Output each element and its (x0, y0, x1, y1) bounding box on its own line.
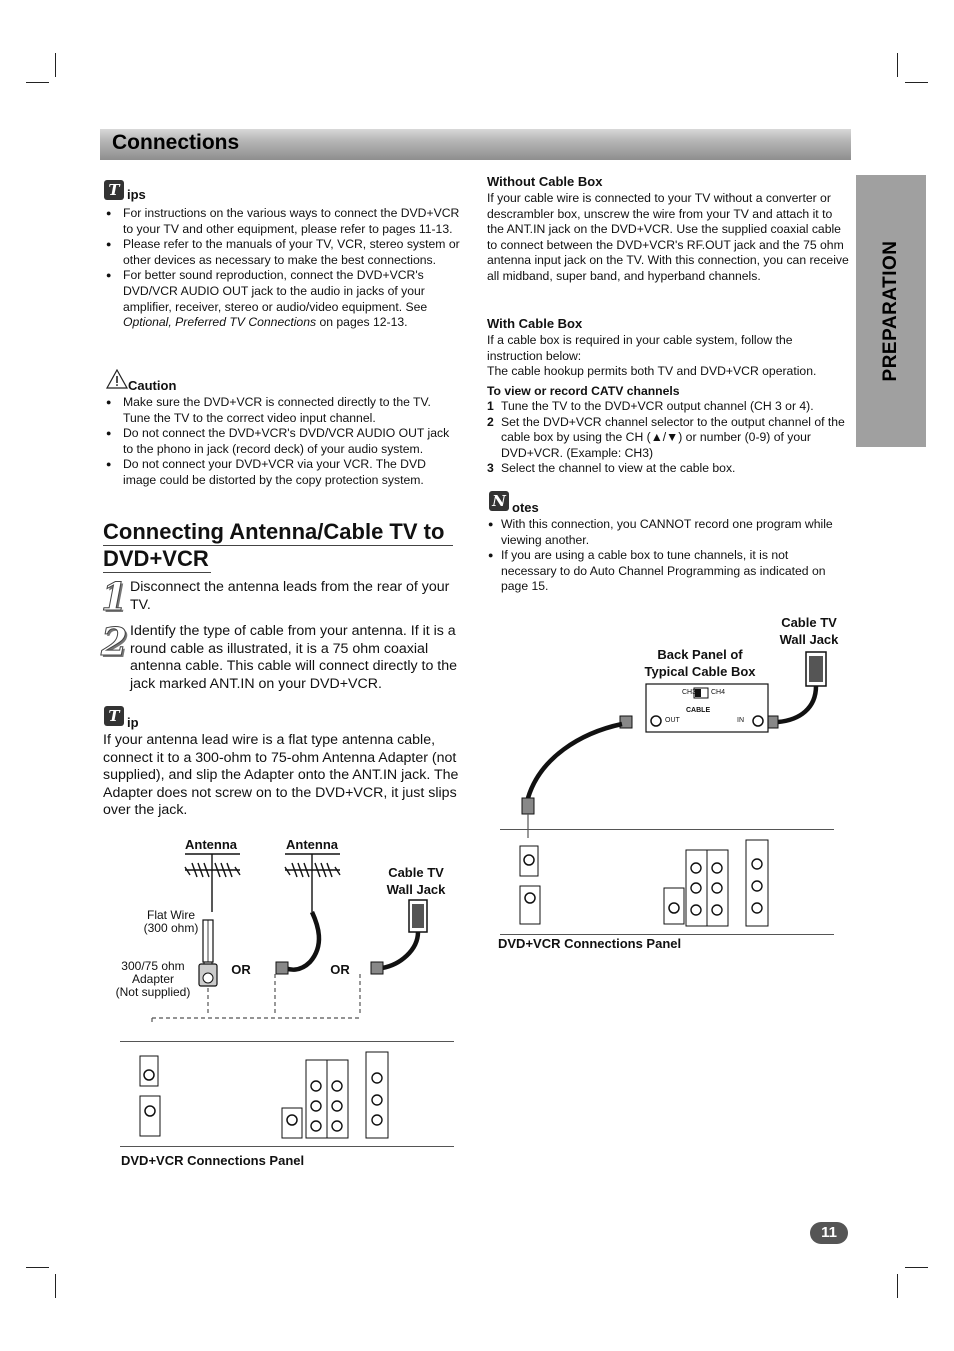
catv-heading: To view or record CATV channels (487, 384, 680, 398)
without-cable-box-heading: Without Cable Box (487, 174, 603, 189)
caution-icon (106, 369, 128, 389)
notes-icon: N (489, 491, 509, 511)
list-item: ● For instructions on the various ways to connect the DVD+VCR to your TV and other equipment, please refer to pages 11-13. (103, 206, 463, 237)
list-item: ● Make sure the DVD+VCR is connected directly to the TV. Tune the TV to the correct video input channel. (103, 395, 453, 426)
crop-mark (905, 82, 928, 83)
tips-icon: T (104, 180, 124, 200)
title-underline (103, 545, 453, 546)
caution-heading: Caution (128, 378, 177, 393)
step-number: 1 (101, 574, 128, 619)
step-text: Select the channel to view at the cable box. (501, 461, 736, 476)
crop-mark (897, 1274, 898, 1298)
list-item: ● Please refer to the manuals of your TV, VCR, stereo system or other devices as necessary to make the best connections. (103, 237, 463, 268)
crop-mark (905, 1267, 928, 1268)
panel-top-line (500, 829, 834, 830)
cable-tv-label: Cable TV Wall Jack (386, 865, 446, 897)
panel-bottom-line (120, 1146, 454, 1147)
crop-mark (55, 1274, 56, 1298)
back-panel-label: Back Panel of Typical Cable Box (644, 647, 756, 679)
tips-item-text: For better sound reproduction, connect the DVD+VCR's DVD/VCR AUDIO OUT jack to the audio in jacks of your amplifier, receiver, stereo or audio/video equipment. See (123, 268, 428, 314)
tips-heading: ips (127, 187, 146, 202)
caution-list (103, 395, 453, 489)
step-text: Disconnect the antenna leads from the rear of your TV. (130, 579, 450, 613)
tip-text: If your antenna lead wire is a flat type antenna cable, connect it to a 300-ohm to 75-ohm Antenna Adapter (not supplied), and slip the Adapter onto the ANT.IN jack. The Adapter does not screw on to the DVD+VCR, it just slips over the jack. (103, 732, 459, 818)
with-cable-box-text: The cable hookup permits both TV and DVD+VCR operation. (487, 364, 817, 378)
or-label: OR (330, 962, 350, 977)
step-number: 1 (487, 399, 494, 413)
cable-tv-label: Cable TV Wall Jack (779, 615, 839, 647)
list-item (487, 415, 849, 462)
ch3-label: CH3 (682, 689, 697, 696)
notes-heading: otes (512, 500, 539, 515)
flat-wire-label: Flat Wire (300 ohm) (143, 908, 199, 935)
tip-icon: T (104, 706, 124, 726)
ch4-label: CH4 (711, 689, 726, 696)
list-item (487, 399, 849, 415)
with-cable-box-heading: With Cable Box (487, 316, 583, 331)
crop-mark (55, 53, 56, 77)
antenna-diagram (100, 850, 460, 1022)
side-tab (856, 175, 926, 447)
tips-item-italic: Optional, Preferred TV Connections (123, 315, 317, 330)
in-label: IN (737, 717, 744, 724)
cable-box-label: CABLE (686, 707, 711, 714)
adapter-label: 300/75 ohm Adapter (Not supplied) (115, 959, 191, 999)
step-text: Identify the type of cable from your antenna. If it is a round cable as illustrated, it is a 75 ohm coaxial antenna cable. This cable will connect directly to the jack marked ANT.IN on your DVD+VCR. (130, 623, 458, 692)
step-number: 2 (101, 619, 128, 664)
page-title: Connections (112, 131, 240, 154)
list-item: ● With this connection, you CANNOT record one program while viewing another. (488, 517, 838, 548)
panel-caption: DVD+VCR Connections Panel (121, 1153, 305, 1168)
notes-list (488, 517, 838, 595)
section-header-bar (100, 129, 851, 160)
page-number: 11 (810, 1222, 848, 1244)
section-title: Connecting Antenna/Cable TV to DVD+VCR (103, 519, 445, 571)
side-tab-label: PREPARATION (880, 240, 901, 382)
step-number: 3 (487, 461, 494, 476)
step-number: 2 (487, 414, 494, 429)
out-label: OUT (665, 717, 680, 724)
connections-panel-left (130, 1048, 400, 1140)
panel-caption: DVD+VCR Connections Panel (498, 936, 682, 951)
crop-mark (897, 53, 898, 77)
list-item: ● Do not connect your DVD+VCR via your VCR. The DVD image could be distorted by the copy protection system. (103, 457, 453, 488)
without-cable-box-text: If your cable wire is connected to your TV without a converter or descrambler box, unscrew the wire from your TV and attach it to the ANT.IN jack on the DVD+VCR. Use the supplied coaxial cable to connect between the DVD+VCR's RF.OUT jack and the 75 ohm antenna input jack on the TV. With this connection, you can receive all midband, super band, and hyperband channels. (487, 191, 849, 283)
connections-panel-right (510, 838, 780, 930)
title-underline (103, 572, 211, 573)
antenna-label: Antenna (286, 837, 338, 852)
list-item (103, 268, 463, 330)
list-item: ● If you are using a cable box to tune channels, it is not necessary to do Auto Channel Programming as indicated on page 15. (488, 548, 838, 595)
list-item: ● Do not connect the DVD+VCR's DVD/VCR AUDIO OUT jack to the phono in jack (record deck) of your audio system. (103, 426, 453, 457)
tip-heading: ip (127, 715, 139, 730)
cable-box-diagram (500, 648, 840, 838)
list-item (487, 461, 849, 477)
tips-list (103, 206, 463, 331)
tips-item-tail: on pages 12-13. (316, 315, 408, 330)
step-text: Set the DVD+VCR channel selector to the output channel of the cable box by using the CH (▲/▼) or number (0-9) of your DVD+VCR. (Example: CH3) (501, 414, 845, 460)
with-cable-box-text: If a cable box is required in your cable system, follow the instruction below: (487, 333, 793, 363)
or-label: OR (231, 962, 251, 977)
panel-bottom-line (500, 934, 834, 935)
catv-steps (487, 399, 849, 477)
crop-mark (26, 1267, 49, 1268)
antenna-label: Antenna (185, 837, 237, 852)
panel-top-line (120, 1041, 454, 1042)
step-text: Tune the TV to the DVD+VCR output channel (CH 3 or 4). (501, 399, 814, 413)
crop-mark (26, 82, 49, 83)
